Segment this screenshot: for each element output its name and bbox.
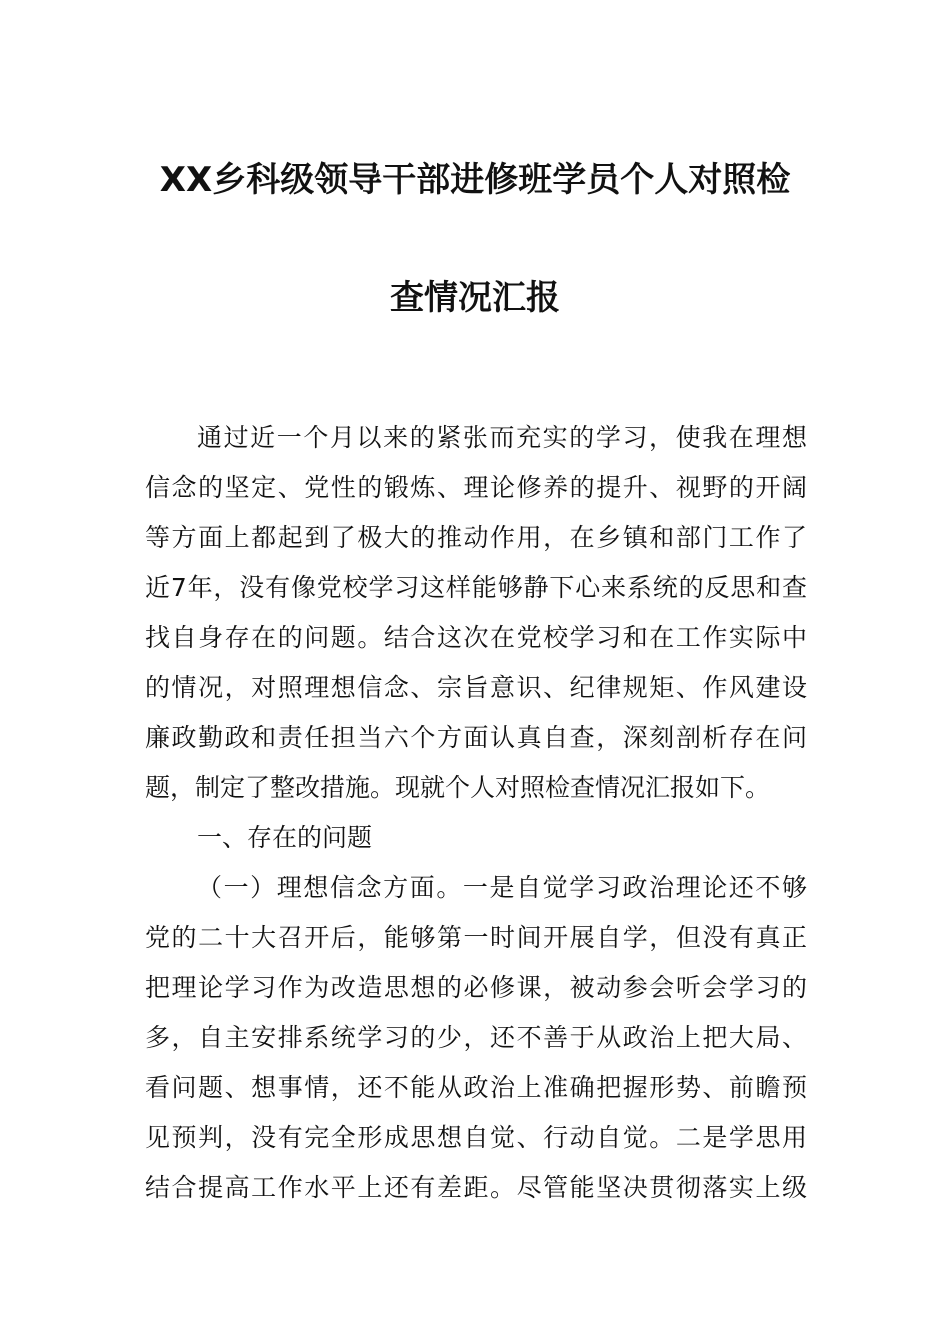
document-title-line-2: 查情况汇报 [390,278,560,318]
paragraph-intro [145,413,807,813]
heading-text: 一、存在的问题 [197,823,373,852]
text-line: 等方面上都起到了极大的推动作用，在乡镇和部门工作了 [145,523,807,552]
text-line: 信念的坚定、党性的锻炼、理论修养的提升、视野的开阔 [145,473,807,502]
document-title-line-1: XX乡科级领导干部进修班学员个人对照检 [159,160,791,200]
text-line: 的情况，对照理想信念、宗旨意识、纪律规矩、作风建设 [145,673,807,702]
text-line: 通过近一个月以来的紧张而充实的学习，使我在理想 [197,423,807,452]
text-line: 题，制定了整改措施。现就个人对照检查情况汇报如下。 [145,773,771,802]
text-line: 找自身存在的问题。结合这次在党校学习和在工作实际中 [145,623,807,652]
text-line: 多，自主安排系统学习的少，还不善于从政治上把大局、 [145,1023,807,1052]
text-line: 廉政勤政和责任担当六个方面认真自查，深刻剖析存在问 [145,723,807,752]
text-line: 见预判，没有完全形成思想自觉、行动自觉。二是学思用 [145,1123,807,1152]
document-body [145,413,807,1213]
text-line: 结合提高工作水平上还有差距。尽管能坚决贯彻落实上级 [145,1173,807,1202]
text-line: 看问题、想事情，还不能从政治上准确把握形势、前瞻预 [145,1073,807,1102]
paragraph-ideals [145,863,807,1213]
text-line: 党的二十大召开后，能够第一时间开展自学，但没有真正 [145,923,807,952]
section-heading [145,813,807,863]
text-line: 把理论学习作为改造思想的必修课，被动参会听会学习的 [145,973,807,1002]
text-line: 近7年，没有像党校学习这样能够静下心来系统的反思和查 [145,573,807,602]
text-line: （一）理想信念方面。一是自觉学习政治理论还不够 [197,873,807,902]
